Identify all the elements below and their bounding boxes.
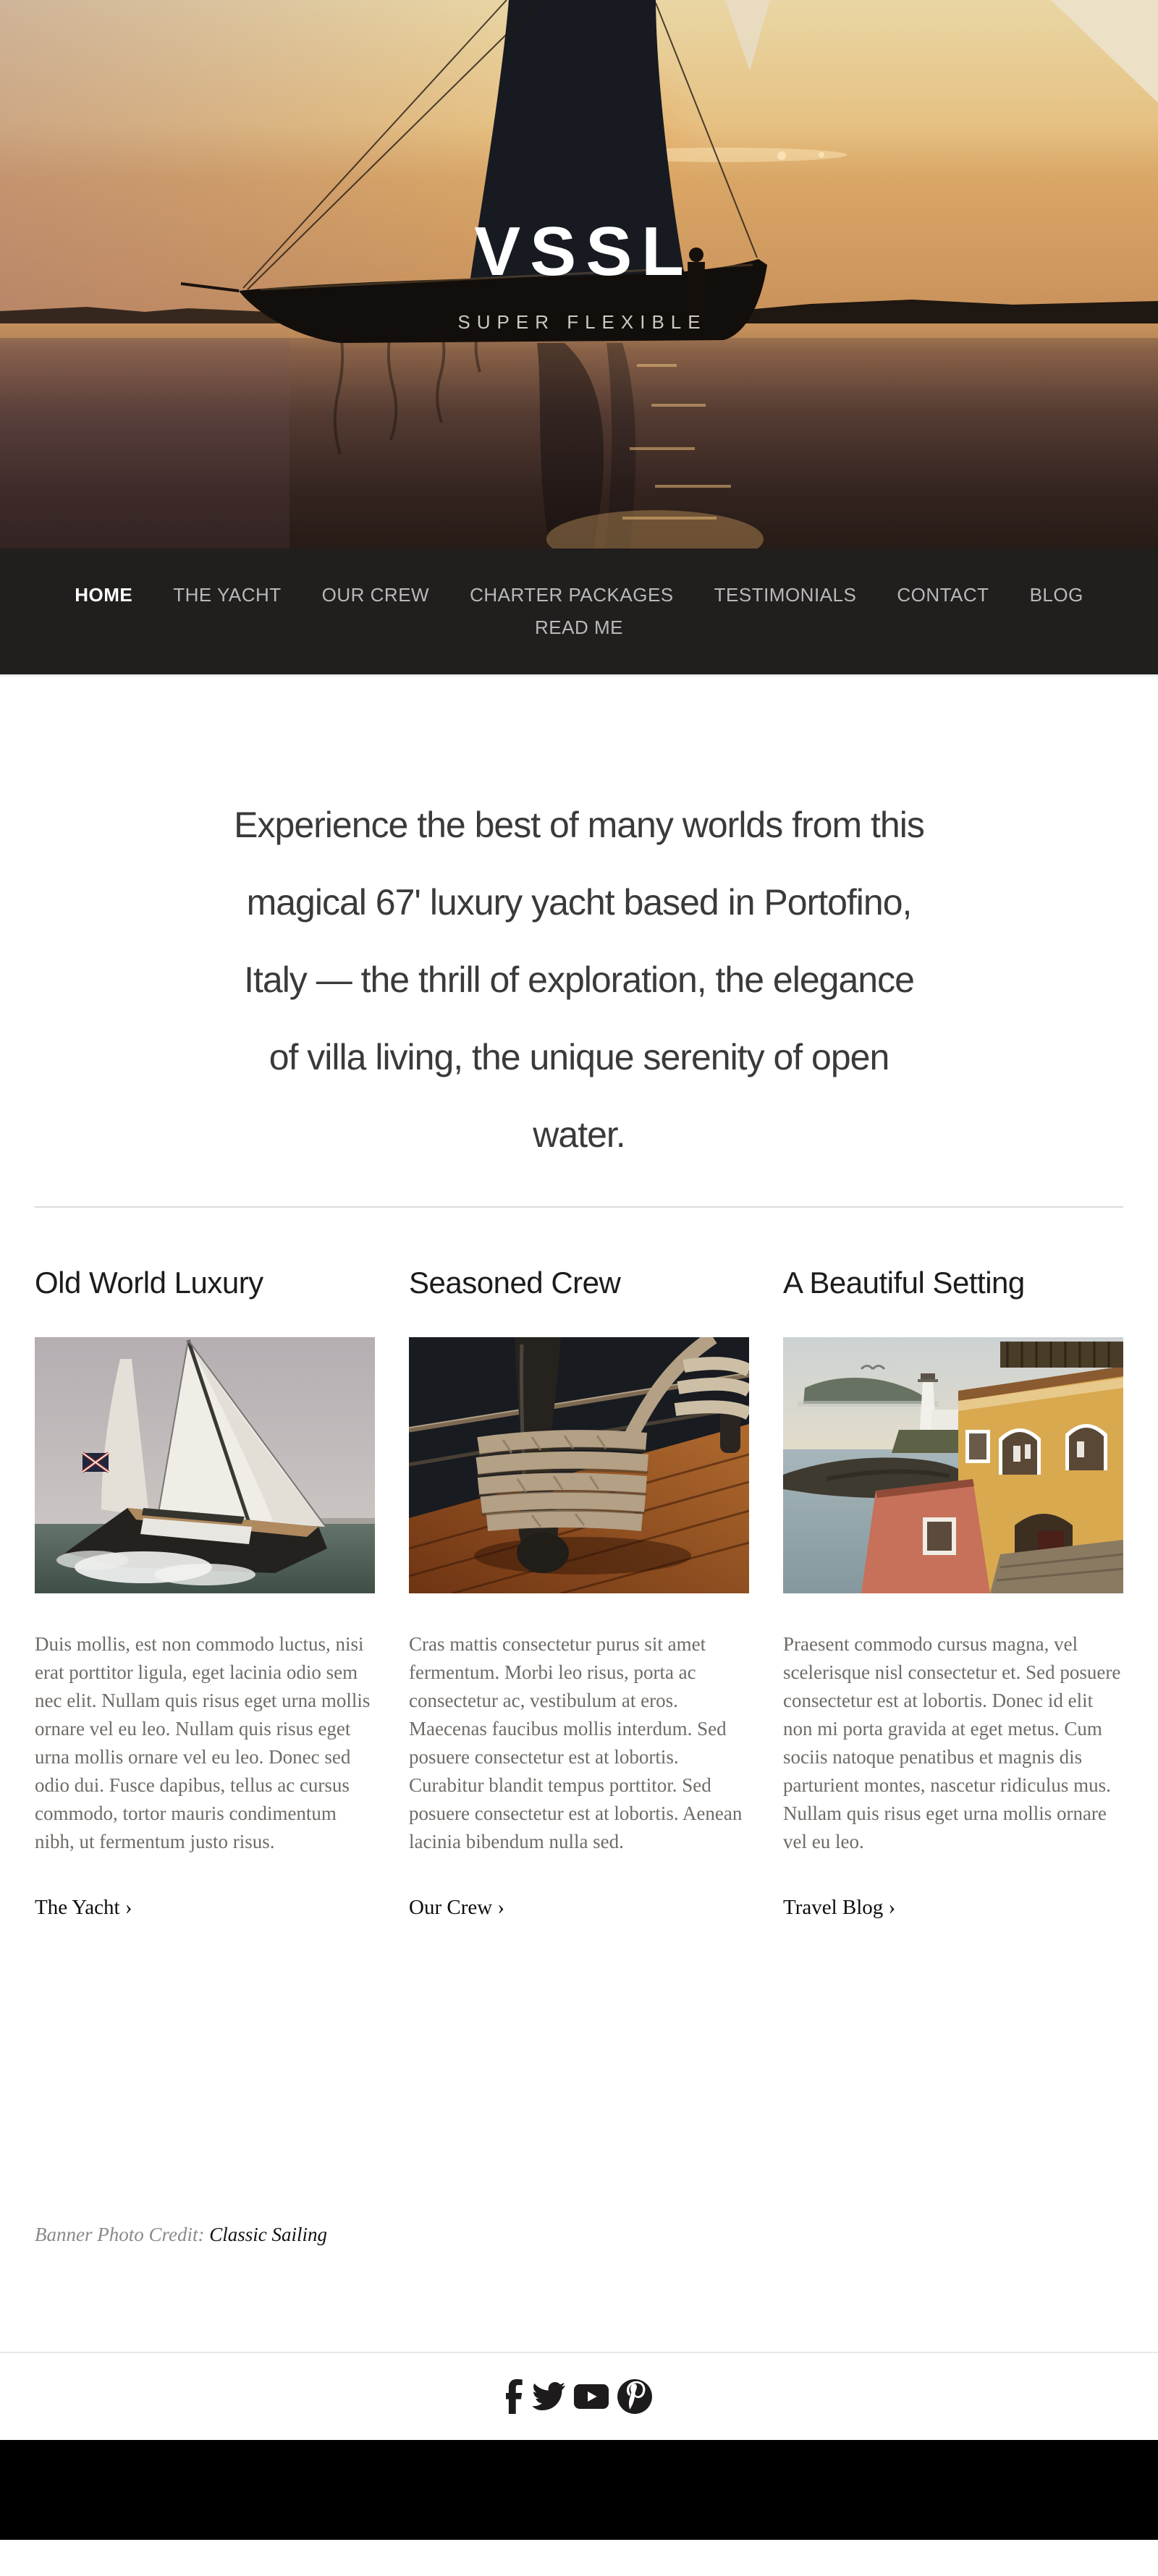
facebook-link[interactable]	[506, 2379, 523, 2414]
feature-column-beautiful-setting	[783, 1263, 1123, 1920]
intro-line: of villa living, the unique serenity of open	[269, 1037, 889, 1077]
site-tagline: SUPER FLEXIBLE	[457, 311, 707, 333]
youtube-icon	[574, 2384, 609, 2409]
intro-statement	[116, 787, 1042, 1174]
intro-line: water.	[533, 1114, 625, 1155]
nav-item-home[interactable]: HOME	[75, 584, 133, 606]
hero-banner	[0, 0, 1158, 548]
the-yacht-link[interactable]: The Yacht ›	[35, 1896, 132, 1919]
intro-line: Experience the best of many worlds from this	[234, 805, 924, 845]
intro-line: Italy — the thrill of exploration, the elegance	[244, 959, 914, 1000]
nav-row-secondary	[515, 617, 643, 639]
column-heading: Seasoned Crew	[409, 1266, 621, 1300]
nav-item-read-me[interactable]: READ ME	[535, 617, 623, 638]
pinterest-link[interactable]	[617, 2378, 653, 2415]
nav-item-charter-packages[interactable]: CHARTER PACKAGES	[470, 584, 674, 606]
column-body-text: Praesent commodo cursus magna, vel scelerisque nisl consectetur et. Sed posuere consectetur est at lobortis. Donec id elit non mi porta gravida at eget metus. Cum sociis natoque penatibus et magnis dis parturient montes, nascetur ridiculus mus. Nullam quis risus eget urna mollis ornare vel eu leo.	[783, 1633, 1121, 1852]
banner-photo-credit	[35, 2224, 1123, 2246]
nav-item-blog[interactable]: BLOG	[1029, 584, 1083, 606]
twitter-icon	[531, 2382, 566, 2411]
nav-item-contact[interactable]: CONTACT	[897, 584, 989, 606]
intro-line: magical 67' luxury yacht based in Portofino,	[246, 882, 912, 923]
travel-blog-link[interactable]: Travel Blog ›	[783, 1896, 896, 1919]
nav-row-primary	[54, 584, 1104, 606]
coastal-village-photo	[783, 1337, 1123, 1593]
feature-column-seasoned-crew	[409, 1263, 749, 1920]
social-links-bar	[0, 2352, 1158, 2440]
main-content	[0, 787, 1158, 2352]
rope-knot-photo	[409, 1337, 749, 1593]
youtube-link[interactable]	[574, 2384, 609, 2409]
nav-item-our-crew[interactable]: OUR CREW	[321, 584, 430, 606]
section-divider	[35, 1206, 1123, 1208]
feature-columns	[35, 1263, 1123, 1920]
sailing-yacht-photo	[35, 1337, 375, 1593]
nav-item-testimonials[interactable]: TESTIMONIALS	[714, 584, 857, 606]
column-heading: A Beautiful Setting	[783, 1266, 1025, 1300]
credit-label: Banner Photo Credit:	[35, 2224, 210, 2245]
pinterest-icon	[617, 2378, 653, 2415]
column-body-text: Duis mollis, est non commodo luctus, nisi erat porttitor ligula, eget lacinia odio sem nec elit. Nullam quis risus eget urna mollis ornare vel eu leo. Nullam quis risus eget urna mollis ornare vel eu leo. Donec sed odio dui. Fusce dapibus, tellus ac cursus commodo, tortor mauris condimentum nibh, ut fermentum justo risus.	[35, 1633, 371, 1852]
site-branding	[0, 213, 1158, 334]
footer-black-bar	[0, 2440, 1158, 2540]
twitter-link[interactable]	[531, 2382, 566, 2411]
feature-column-old-world-luxury	[35, 1263, 375, 1920]
main-navigation	[0, 548, 1158, 677]
column-body-text: Cras mattis consectetur purus sit amet fermentum. Morbi leo risus, porta ac consectetur ac, vestibulum at eros. Maecenas faucibus mollis interdum. Sed posuere consectetur est at lobortis. Curabitur blandit tempus porttitor. Sed posuere consectetur est at lobortis. Aenean lacinia bibendum nulla sed.	[409, 1633, 743, 1852]
nav-item-the-yacht[interactable]: THE YACHT	[173, 584, 282, 606]
classic-sailing-link[interactable]: Classic Sailing	[209, 2224, 327, 2245]
facebook-icon	[506, 2379, 523, 2414]
site-title: VSSL	[474, 213, 693, 290]
column-heading: Old World Luxury	[35, 1266, 263, 1300]
our-crew-link[interactable]: Our Crew ›	[409, 1896, 505, 1919]
